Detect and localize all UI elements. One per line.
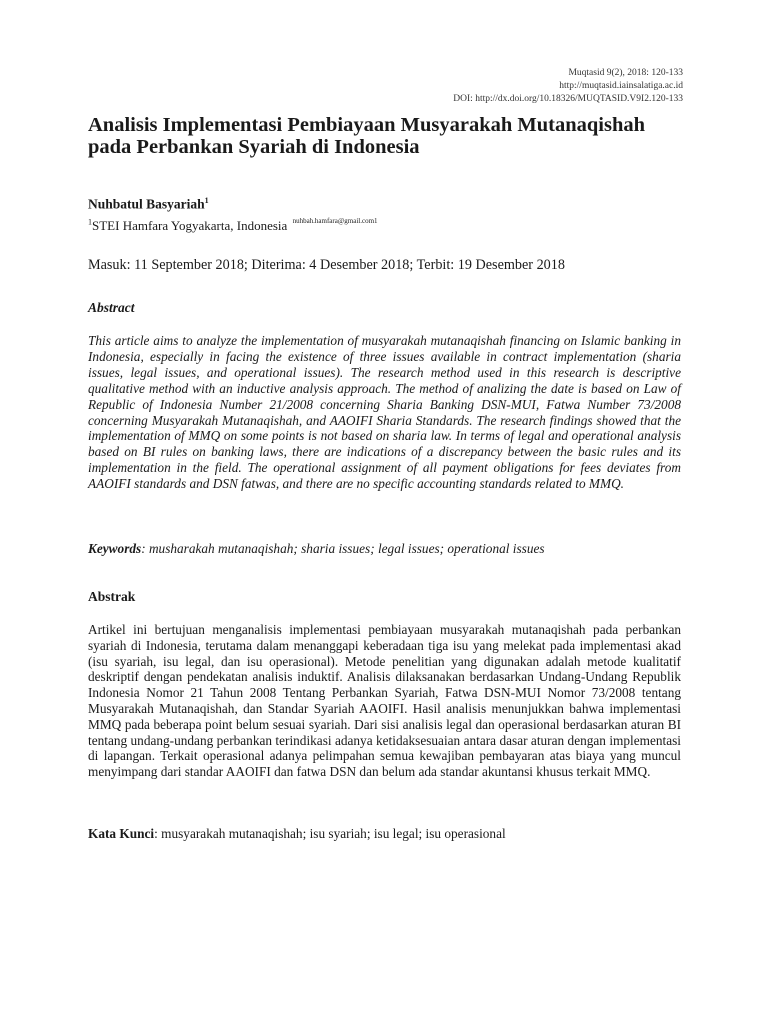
journal-issue: Muqtasid 9(2), 2018: 120-133	[568, 68, 683, 78]
journal-doi[interactable]: DOI: http://dx.doi.org/10.18326/MUQTASID.V9I2.120-133	[453, 94, 683, 104]
journal-url[interactable]: http://muqtasid.iainsalatiga.ac.id	[559, 81, 683, 91]
affiliation: STEI Hamfara Yogyakarta, Indonesia	[92, 218, 288, 233]
kata-kunci-line	[88, 826, 681, 842]
author-superscript: 1	[204, 196, 209, 205]
keywords-text: : musharakah mutanaqishah; sharia issues; legal issues; operational issues	[141, 541, 545, 556]
publication-dates: Masuk: 11 September 2018; Diterima: 4 Desember 2018; Terbit: 19 Desember 2018	[88, 257, 565, 273]
journal-header	[453, 67, 683, 106]
keywords-label: Keywords	[88, 541, 142, 556]
abstrak-body: Artikel ini bertujuan menganalisis implementasi pembiayaan musyarakah mutanaqishah pada perbankan syariah di Indonesia, terutama dalam menanggapi keberadaan tiga isu yang melekat pada implementasi akad (isu syariah, isu legal, dan isu operasional). Metode penelitian yang digunakan adalah metode kualitatif deskriptif dengan pendekatan analisis induktif. Analisis dilaksanakan berdasarkan Undang-Undang Republik Indonesia Nomor 21 Tahun 2008 Tentang Perbankan Syariah, Fatwa DSN-MUI Nomor 73/2008 tentang Musyarakah Mutanaqishah, dan Standar Syariah AAOIFI. Hasil analisis menunjukkan bahwa implementasi MMQ pada beberapa point belum sesuai syariah. Dari sisi analisis legal dan operasional berdasarkan aturan BI tentang undang-undang perbankan terindikasi adanya ketidaksesuaian antara dasar aturan dengan implementasi di lapangan. Terkait operasional adanya pelimpahan semua kewajiban pembayaran atas biaya yang muncul menyimpang dari standar AAOIFI dan fatwa DSN dan belum ada standar akuntansi khusus terkait MMQ.	[88, 622, 681, 780]
author-name: Nuhbatul Basyariah	[88, 196, 205, 212]
abstrak-heading: Abstrak	[88, 589, 136, 604]
author-line	[88, 196, 209, 213]
abstract-body: This article aims to analyze the implementation of musyarakah mutanaqishah financing on Islamic banking in Indonesia, especially in facing the existence of three issues available in contract implementation (sharia issues, legal issues, and operational issues). The research method used in this research is descriptive qualitative method with an inductive analysis approach. The method of analizing the date is based on Law of Republic of Indonesia Number 21/2008 concerning Sharia Banking DSN-MUI, Fatwa Number 73/2008 concerning Musyarakah Mutanaqishah, and AAOIFI Sharia Standards. The research findings showed that the implementation of MMQ on some points is not based on sharia law. In terms of legal and operational analysis based on BI rules on banking laws, there are indications of a discrepancy between the basic rules and its implementation in the field. The operational assignment of all payment obligations for fees deviates from AAOIFI standards and DSN fatwas, and there are no specific accounting standards related to MMQ.	[88, 333, 681, 492]
author-email[interactable]: nuhbah.hamfara@gmail.com1	[292, 217, 378, 225]
abstract-heading: Abstract	[88, 300, 135, 315]
kata-kunci-label: Kata Kunci	[88, 826, 155, 841]
article-title: Analisis Implementasi Pembiayaan Musyarakah Mutanaqishah pada Perbankan Syariah di Indonesia	[88, 114, 646, 158]
affiliation-line	[88, 217, 378, 234]
kata-kunci-text: : musyarakah mutanaqishah; isu syariah; isu legal; isu operasional	[154, 826, 506, 841]
affiliation-superscript: 1	[88, 217, 92, 227]
keywords-line	[88, 541, 681, 557]
